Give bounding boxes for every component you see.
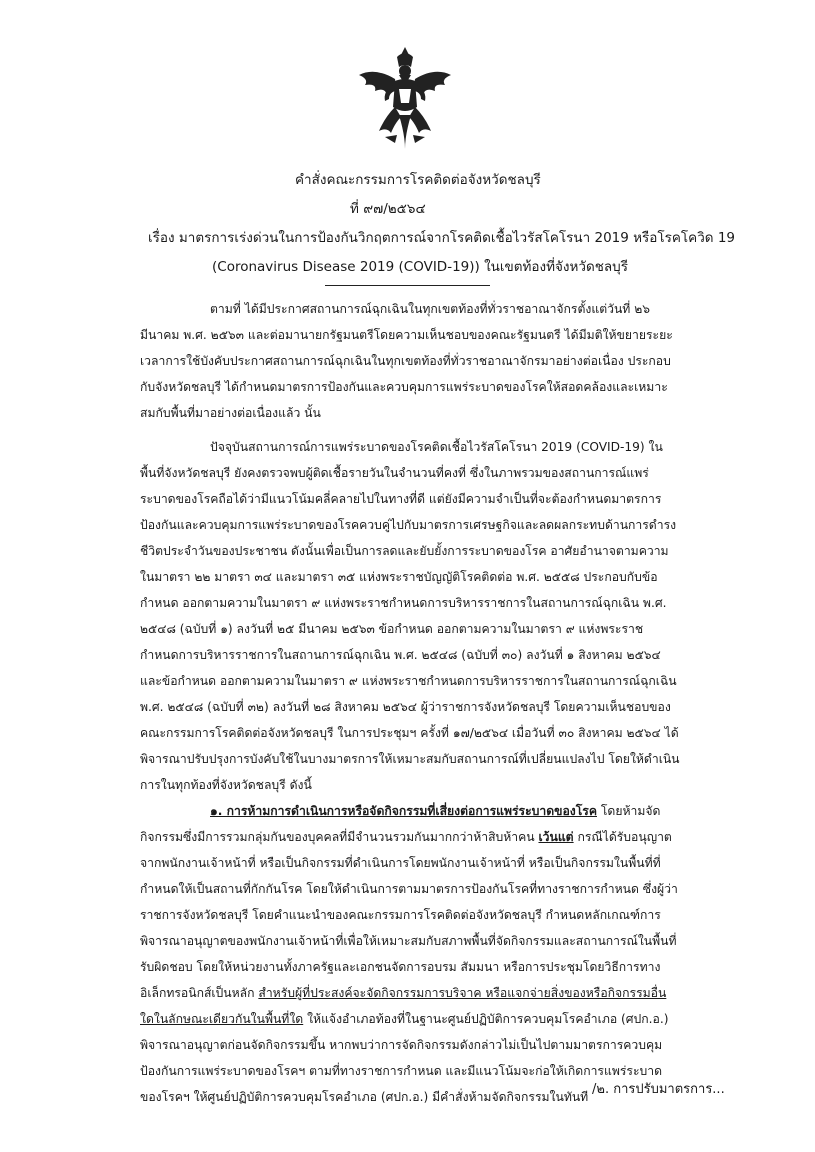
subject-line-1: เรื่อง มาตรการเร่งด่วนในการป้องกันวิกฤตการณ์จากโรคติดเชื้อไวรัสโคโรนา 2019 หรือโรคโควิด 19 [148,230,736,246]
measure-1-text-b: กรณีได้รับอนุญาตจากพนักงานเจ้าหน้าที่ หรือเป็นกิจกรรมที่ดำเนินการโดยพนักงานเจ้าหน้าที่ หรือเป็นกิจกรรมในพื้นที่ที่กำหนดให้เป็นสถานที่กักกันโรค โดยให้ดำเนินการตามมาตรการป้องกันโรคที่ทางราชการกำหนด ซึ่งผู้ว่าราชการจังหวัดชลบุรี โดยคำแนะนำของคณะกรรมการโรคติดต่อจังหวัดชลบุรี กำหนดหลักเกณฑ์การพิจารณาอนุญาตของพนักงานเจ้าหน้าที่เพื่อให้เหมาะสมกับสภาพพื้นที่จัดกิจกรรมและสถานการณ์ในพื้นที่รับผิดชอบ โดยให้หน่วยงานทั้งภาครัฐและเอกชนจัดการอบรม สัมมนา หรือการประชุมโดยวิธีการทางอิเล็กทรอนิกส์เป็นหลัก [140,830,678,1000]
measure-1-text-a: โดยห้ามจัดกิจกรรมซึ่งมีการรวมกลุ่มกันของบุคคลที่มีจำนวนรวมกันมากกว่าห้าสิบห้าคน [140,804,661,844]
header-divider [325,285,490,286]
paragraph-current-situation: ปัจจุบันสถานการณ์การแพร่ระบาดของโรคติดเชื้อไวรัสโคโรนา 2019 (COVID-19) ในพื้นที่จังหวัดชลบุรี ยังคงตรวจพบผู้ติดเชื้อรายวันในจำนวนที่คงที่ ซึ่งในภาพรวมของสถานการณ์แพร่ระบาดของโรคถือได้ว่ามีแนวโน้มคลี่คลายไปในทางที่ดี แต่ยังมีความจำเป็นที่จะต้องกำหนดมาตรการป้องกันและควบคุมการแพร่ระบาดของโรคควบคู่ไปกับมาตรการเศรษฐกิจและลดผลกระทบด้านการดำรงชีวิตประจำวันของประชาชน ดังนั้นเพื่อเป็นการลดและยับยั้งการระบาดของโรค อาศัยอำนาจตามความในมาตรา ๒๒ มาตรา ๓๔ และมาตรา ๓๕ แห่งพระราชบัญญัติโรคติดต่อ พ.ศ. ๒๕๕๘ ประกอบกับข้อกำหนด ออกตามความในมาตรา ๙ แห่งพระราชกำหนดการบริหารราชการในสถานการณ์ฉุกเฉิน พ.ศ. ๒๕๔๘ (ฉบับที่ ๑) ลงวันที่ ๒๕ มีนาคม ๒๕๖๓ ข้อกำหนด ออกตามความในมาตรา ๙ แห่งพระราชกำหนดการบริหารราชการในสถานการณ์ฉุกเฉิน พ.ศ. ๒๕๔๘ (ฉบับที่ ๓๐) ลงวันที่ ๑ สิงหาคม ๒๕๖๔ และข้อกำหนด ออกตามความในมาตรา ๙ แห่งพระราชกำหนดการบริหารราชการในสถานการณ์ฉุกเฉิน พ.ศ. ๒๕๔๘ (ฉบับที่ ๓๒) ลงวันที่ ๒๘ สิงหาคม ๒๕๖๔ ผู้ว่าราชการจังหวัดชลบุรี โดยความเห็นชอบของคณะกรรมการโรคติดต่อจังหวัดชลบุรี ในการประชุมฯ ครั้งที่ ๑๗/๒๕๖๔ เมื่อวันที่ ๓๐ สิงหาคม ๒๕๖๔ ได้พิจารณาปรับปรุงการบังคับใช้ในบางมาตรการให้เหมาะสมกับสถานการณ์ที่เปลี่ยนแปลงไป โดยให้ดำเนินการในทุกท้องที่จังหวัดชลบุรี ดังนี้ [140,440,680,792]
garuda-emblem-icon [355,45,455,153]
paragraph-measure-1 [140,798,680,1110]
subject-line-2: (Coronavirus Disease 2019 (COVID-19)) ในเขตท้องที่จังหวัดชลบุรี [212,259,629,275]
measure-1-donation-clause: สำหรับผู้ที่ประสงค์จะจัดกิจกรรมการบริจาค หรือแจกจ่ายสิ่งของหรือกิจกรรมอื่นใดในลักษณะเดียวกันในพื้นที่ใด [140,986,667,1026]
measure-1-text-c: ให้แจ้งอำเภอท้องที่ในฐานะศูนย์ปฏิบัติการควบคุมโรคอำเภอ (ศปก.อ.) พิจารณาอนุญาตก่อนจัดกิจกรรมขึ้น หากพบว่าการจัดกิจกรรมดังกล่าวไม่เป็นไปตามมาตรการควบคุม ป้องกันการแพร่ระบาดของโรคฯ ตามที่ทางราชการกำหนด และมีแนวโน้มจะก่อให้เกิดการแพร่ระบาดของโรคฯ ให้ศูนย์ปฏิบัติการควบคุมโรคอำเภอ (ศปก.อ.) มีคำสั่งห้ามจัดกิจกรรมในทันที [140,1012,669,1104]
order-title: คำสั่งคณะกรรมการโรคติดต่อจังหวัดชลบุรี [295,172,541,188]
measure-1-except: เว้นแต่ [538,830,574,844]
paragraph-background: ตามที่ ได้มีประกาศสถานการณ์ฉุกเฉินในทุกเขตท้องที่ทั่วราชอาณาจักรตั้งแต่วันที่ ๒๖ มีนาคม พ.ศ. ๒๕๖๓ และต่อมานายกรัฐมนตรีโดยความเห็นชอบของคณะรัฐมนตรี ได้มีมติให้ขยายระยะเวลาการใช้บังคับประกาศสถานการณ์ฉุกเฉินในทุกเขตท้องที่ทั่วราชอาณาจักรมาอย่างต่อเนื่อง ประกอบกับจังหวัดชลบุรี ได้กำหนดมาตรการป้องกันและควบคุมการแพร่ระบาดของโรคให้สอดคล้องและเหมาะสมกับพื้นที่มาอย่างต่อเนื่องแล้ว นั้น [140,302,673,420]
continuation-marker: /๒. การปรับมาตรการ... [592,1082,725,1097]
order-number: ที่ ๙๗/๒๕๖๔ [350,201,426,217]
measure-1-heading: ๑. การห้ามการดำเนินการหรือจัดกิจกรรมที่เสี่ยงต่อการแพร่ระบาดของโรค [210,804,597,818]
document-body [140,296,680,1110]
